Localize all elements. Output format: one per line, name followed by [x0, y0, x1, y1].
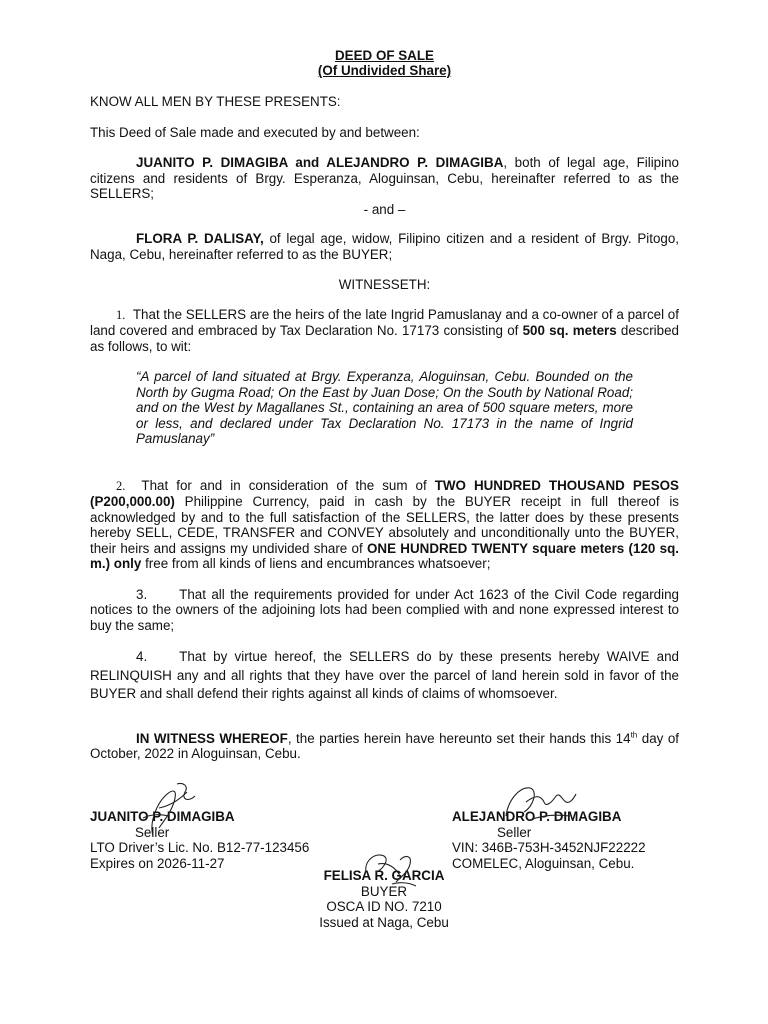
deed-document: [90, 48, 679, 762]
clause-2-text-c: Philippine Currency, paid in cash by the BUYER receipt in full thereof is acknowledged by and to the full satisfaction of the SELLERS, the latter does by these presents hereby SELL, CEDE, TRANSFER and CONVEY absolutely and unconditionally unto the BUYER, their heirs and assigns my undivided share of: [90, 494, 679, 556]
clause-2-number: 2.: [116, 478, 126, 493]
clause-1-text: That the SELLERS are the heirs of the late Ingrid Pamuslanay and a co-owner of a parcel of land covered and embraced by Tax Declaration No. 17173 consisting of: [90, 306, 679, 338]
seller1-role: Seller: [135, 824, 170, 840]
seller1-id: LTO Driver’s Lic. No. B12-77-123456: [90, 840, 310, 855]
seller1-signature-icon: [135, 778, 205, 840]
clause-1-area: 500 sq. meters: [522, 323, 617, 338]
clause-2-text-e: free from all kinds of liens and encumbrances whatsoever;: [141, 556, 491, 571]
seller1-expiry: Expires on 2026-11-27: [90, 855, 225, 871]
witness-paragraph: [90, 731, 679, 762]
buyer-description: of legal age, widow, Filipino citizen and a resident of Brgy. Pitogo, Naga, Cebu, hereinafter referred to as the BUYER;: [90, 231, 680, 262]
buyer-signature-icon: [356, 842, 426, 892]
and-separator: - and –: [363, 201, 406, 217]
sellers-names: JUANITO P. DIMAGIBA and ALEJANDRO P. DIMAGIBA: [136, 155, 504, 170]
clause-2-share: ONE HUNDRED TWENTY square meters (120 sq. m.) only: [90, 540, 679, 571]
clause-4-number: 4.: [136, 649, 148, 664]
clause-3-number: 3.: [136, 586, 148, 602]
buyer-signatory-name: FELISA R. GARCIA: [323, 868, 445, 883]
witnesseth-heading: WITNESSETH:: [338, 277, 431, 292]
clause-1: [90, 307, 679, 355]
witness-whereof: IN WITNESS WHEREOF: [136, 730, 288, 746]
intro-line: KNOW ALL MEN BY THESE PRESENTS:: [90, 94, 341, 109]
clause-3: [90, 587, 679, 634]
clause-2: [90, 478, 679, 572]
buyer-role: BUYER: [360, 883, 408, 899]
document-subtitle: (Of Undivided Share): [317, 63, 452, 78]
clause-1-number: 1.: [116, 307, 126, 322]
seller2-id: VIN: 346B-753H-3452NJF22222: [452, 840, 646, 855]
clause-2-text-a: That for and in consideration of the sum of: [141, 477, 435, 493]
buyer-paragraph: [90, 231, 679, 262]
witness-text-b: day of October, 2022 in Aloguinsan, Cebu.: [90, 730, 679, 761]
document-title: DEED OF SALE: [335, 48, 434, 63]
clause-3-text: That all the requirements provided for under Act 1623 of the Civil Code regarding notices to the owners of the adjoining lots had been complied with and none expressed interest to buy the same;: [90, 586, 679, 633]
witness-day-suffix: th: [630, 730, 638, 740]
witness-text-a: , the parties herein have hereunto set their hands this 14: [287, 730, 631, 746]
seller2-name: ALEJANDRO P. DIMAGIBA: [452, 809, 622, 824]
buyer-id: OSCA ID NO. 7210: [326, 899, 442, 914]
sellers-description: , both of legal age, Filipino citizens and residents of Brgy. Esperanza, Aloguinsan, Cebu, hereinafter referred to as the SELLERS;: [90, 155, 679, 201]
buyer-name: FLORA P. DALISAY,: [136, 231, 264, 246]
clause-1-end: described as follows, to wit:: [90, 323, 679, 354]
made-between-line: This Deed of Sale made and executed by and between:: [90, 124, 420, 140]
buyer-issued: Issued at Naga, Cebu: [319, 914, 449, 930]
clause-4: [90, 648, 679, 704]
seller2-role: Seller: [497, 824, 532, 840]
seller2-signature-icon: [500, 780, 580, 830]
clause-2-price: TWO HUNDRED THOUSAND PESOS (P200,000.00): [90, 477, 679, 509]
clause-4-text: That by virtue hereof, the SELLERS do by these presents hereby WAIVE and RELINQUISH any and all rights that they have over the parcel of land herein sold in favor of the BUYER and shall defend their rights against all kinds of claims of whomsoever.: [90, 649, 679, 701]
seller1-name: JUANITO P. DIMAGIBA: [90, 809, 235, 824]
sellers-paragraph: [90, 155, 679, 202]
property-description-quote: “A parcel of land situated at Brgy. Experanza, Aloguinsan, Cebu. Bounded on the North by Gugma Road; On the East by Juan Dose; On the South by National Road; and on the West by Magallanes St., containing an area of 500 square meters, more or less, and declared under Tax Declaration No. 17173 in the name of Ingrid Pamuslanay”: [136, 369, 633, 446]
seller2-issued: COMELEC, Aloguinsan, Cebu.: [452, 855, 635, 871]
